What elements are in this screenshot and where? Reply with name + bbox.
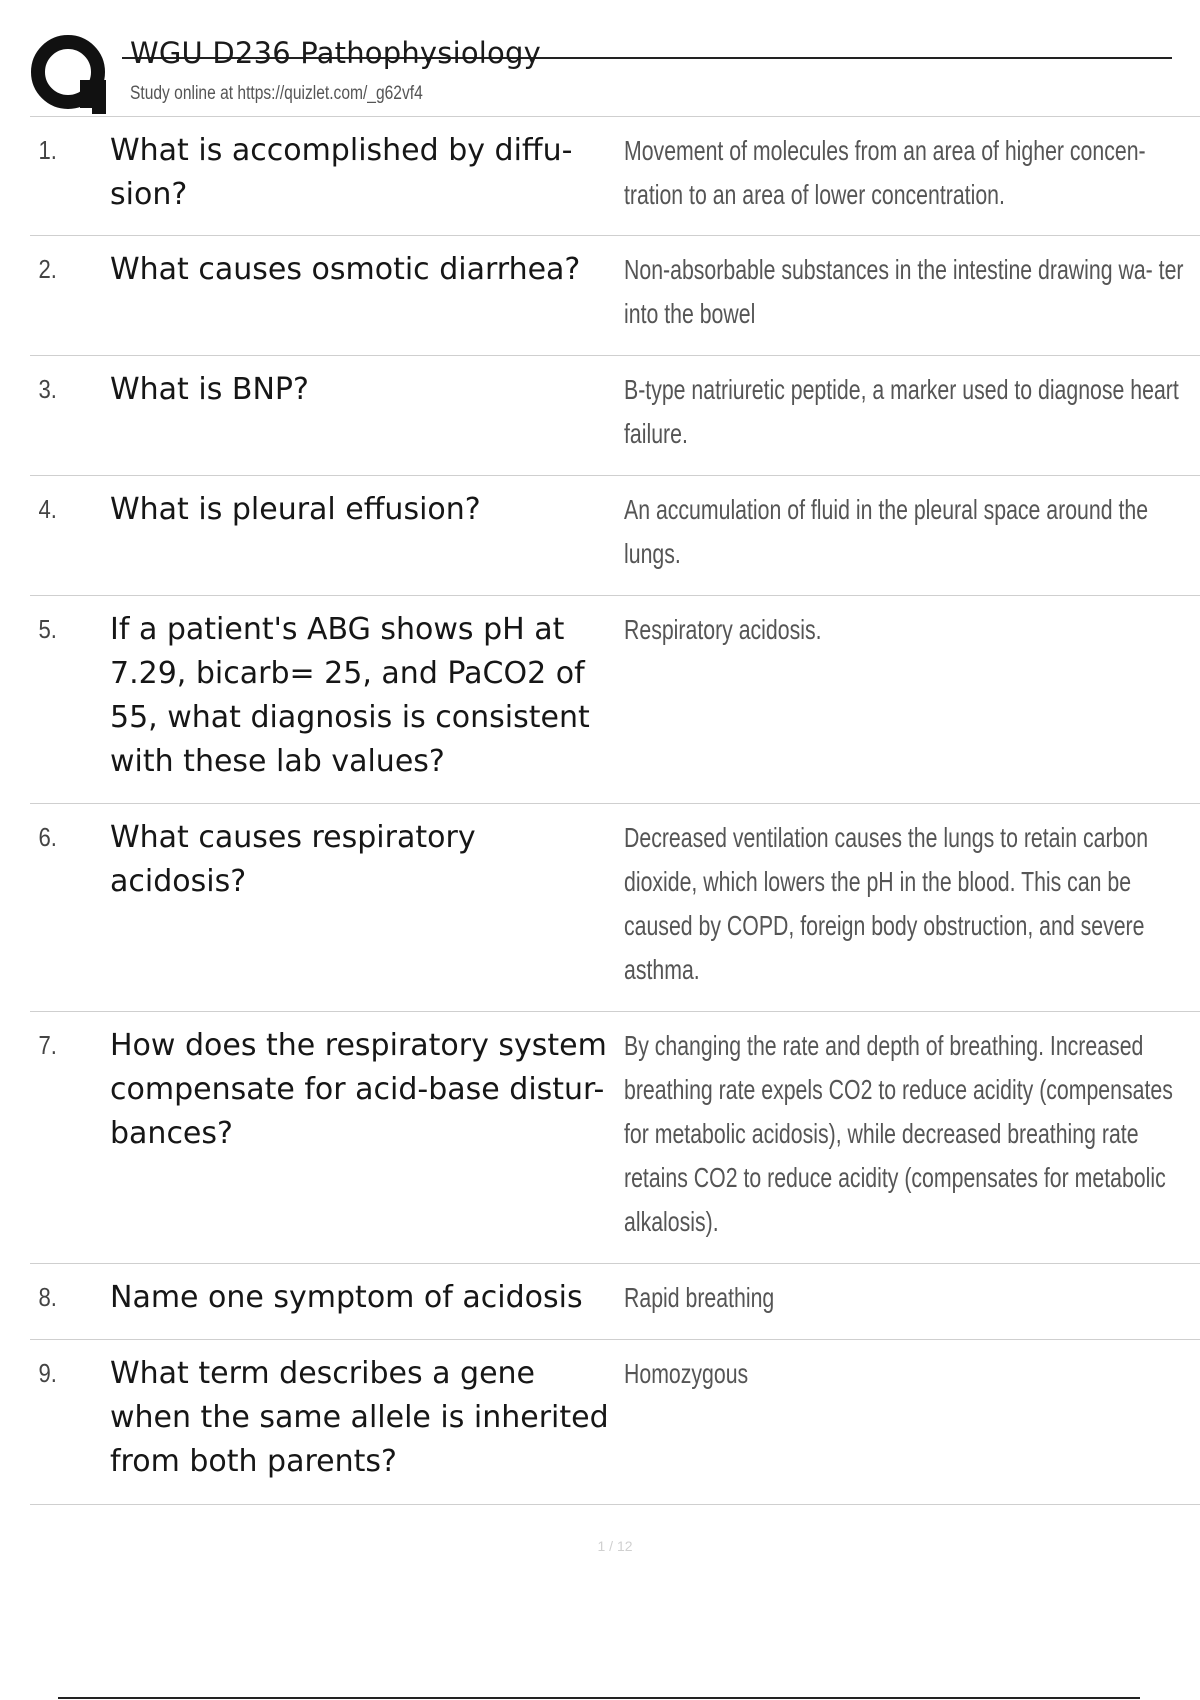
card-number: 8.: [38, 1282, 57, 1312]
flashcard: [30, 804, 1200, 1012]
card-number: 6.: [38, 822, 57, 852]
flashcard-list: [30, 117, 1200, 1505]
flashcard: [30, 1012, 1200, 1264]
card-number: 2.: [38, 254, 57, 284]
card-definition: [620, 1024, 1200, 1263]
card-number: 5.: [38, 614, 57, 644]
card-definition-text: An accumulation of fluid in the pleural space around the lungs.: [624, 494, 1149, 569]
page-header: [30, 30, 1140, 116]
flashcard: [30, 356, 1200, 476]
card-definition: [620, 488, 1200, 595]
footer-divider: [58, 1697, 1140, 1699]
flashcard: [30, 596, 1200, 804]
page-title: WGU D236 Pathophysiology: [130, 36, 541, 70]
card-definition-text: Movement of molecules from an area of higher concen- tration to an area of lower concentration.: [624, 135, 1146, 210]
card-definition: [620, 608, 1200, 803]
card-definition-text: Rapid breathing: [624, 1282, 775, 1313]
card-term: What is pleural effusion?: [110, 492, 481, 527]
card-definition-text: Non-absorbable substances in the intestine drawing wa- ter into the bowel: [624, 254, 1184, 329]
card-term: What causes respiratory acidosis?: [110, 820, 476, 899]
flashcard: [30, 236, 1200, 356]
card-definition: [620, 248, 1200, 355]
card-definition: [620, 1352, 1200, 1504]
card-term: If a patient's ABG shows pH at 7.29, bicarb= 25, and PaCO2 of 55, what diagnosis is consistent with these lab values?: [110, 612, 590, 779]
card-number: 4.: [38, 494, 57, 524]
card-definition-text: Decreased ventilation causes the lungs to retain carbon dioxide, which lowers the pH in the blood. This can be caused by COPD, foreign body obstruction, and severe asthma.: [624, 822, 1149, 985]
flashcard: [30, 117, 1200, 236]
page-number: 1 / 12: [597, 1538, 633, 1554]
card-number: 7.: [38, 1030, 57, 1060]
card-definition-text: By changing the rate and depth of breathing. Increased breathing rate expels CO2 to reduce acidity (compensates for metabolic acidosis), while decreased breathing rate retains CO2 to reduce acidity (compensates for metabolic alkalosis).: [624, 1030, 1173, 1237]
card-definition: [620, 1276, 1200, 1339]
card-definition: [620, 368, 1200, 475]
card-term: Name one symptom of acidosis: [110, 1280, 583, 1315]
card-number: 9.: [38, 1358, 57, 1388]
card-term: What is BNP?: [110, 372, 309, 407]
card-definition: [620, 129, 1200, 235]
card-definition-text: Homozygous: [624, 1358, 749, 1389]
flashcard: [30, 1264, 1200, 1340]
card-term: What term describes a gene when the same allele is inherited from both parents?: [110, 1356, 609, 1479]
quizlet-logo-icon: [30, 34, 112, 116]
flashcard: [30, 476, 1200, 596]
card-number: 3.: [38, 374, 57, 404]
card-definition-text: Respiratory acidosis.: [624, 614, 822, 645]
card-term: What causes osmotic diarrhea?: [110, 252, 581, 287]
card-number: 1.: [38, 135, 57, 165]
study-url: Study online at https://quizlet.com/_g62vf4: [130, 83, 423, 104]
card-term: What is accomplished by diffu- sion?: [110, 133, 573, 212]
card-term: How does the respiratory system compensate for acid-base distur- bances?: [110, 1028, 607, 1151]
flashcard: [30, 1340, 1200, 1505]
card-definition-text: B-type natriuretic peptide, a marker used to diagnose heart failure.: [624, 374, 1179, 449]
card-definition: [620, 816, 1200, 1011]
